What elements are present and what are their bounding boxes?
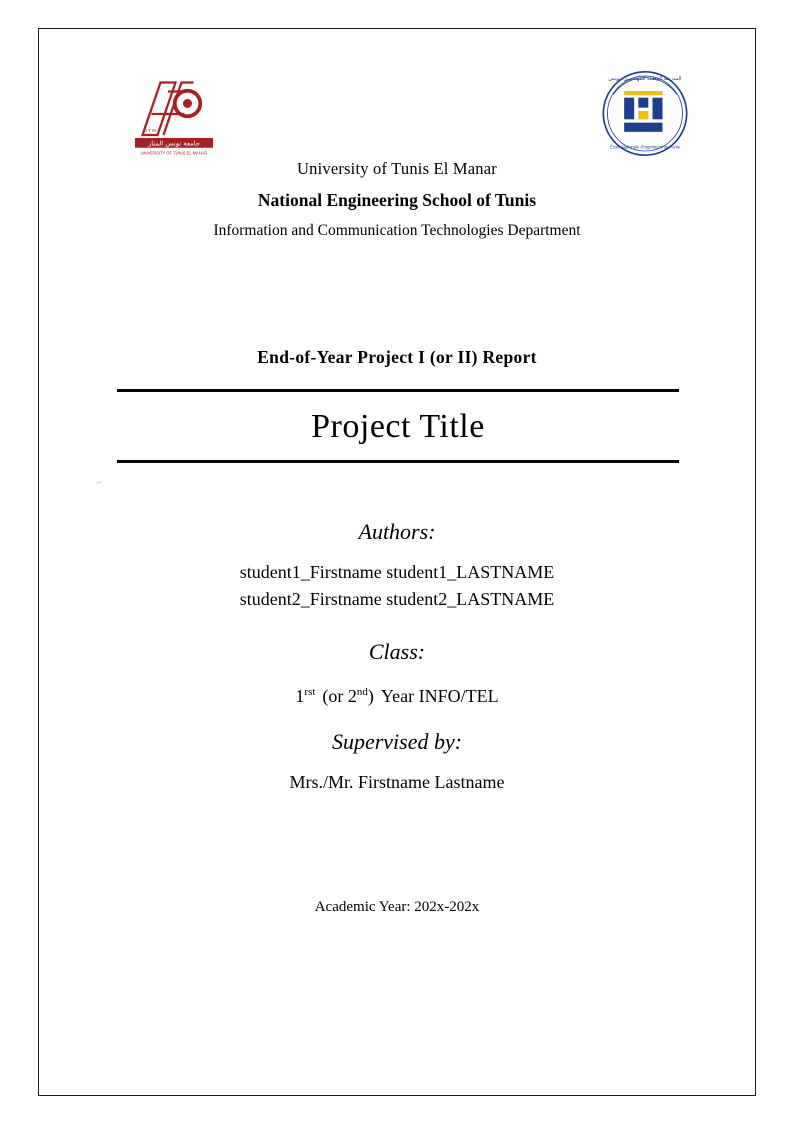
title-block: [117, 389, 679, 463]
university-of-tunis-el-manar-logo: [129, 69, 219, 159]
class-section: [39, 639, 755, 710]
class-value-prefix-superscript: rst: [304, 686, 316, 698]
report-type: End-of-Year Project I (or II) Report: [257, 347, 537, 367]
svg-text:École Nationale d'Ingénieurs d: École Nationale d'Ingénieurs de Tunis: [610, 144, 680, 150]
document-page: [38, 28, 756, 1096]
supervisor-heading: Supervised by:: [331, 729, 463, 754]
class-value: [39, 679, 755, 710]
title-rule-bottom: [117, 460, 679, 463]
svg-text:المدرسة الوطنية للمهندسين بتون: المدرسة الوطنية للمهندسين بتونس: [608, 76, 682, 83]
class-value-end: Year INFO/TEL: [380, 686, 499, 706]
svg-text:جامعة تونس المنار: جامعة تونس المنار: [147, 139, 201, 148]
svg-text:U T M: U T M: [143, 128, 157, 133]
page-title: Project Title: [311, 408, 485, 445]
class-value-middle-superscript: nd: [356, 686, 368, 698]
author-name: student2_Firstname student2_LASTNAME: [239, 589, 555, 609]
authors-section: [39, 519, 755, 613]
department-name: Information and Communication Technologies Department: [213, 222, 581, 239]
academic-year: Academic Year: 202x-202x: [314, 899, 480, 915]
supervisor-section: [39, 729, 755, 796]
class-value-suffix: ): [367, 686, 374, 706]
institution-header: [39, 159, 755, 240]
stray-mark: ⌐: [97, 477, 103, 487]
supervisor-name: Mrs./Mr. Firstname Lastname: [289, 772, 505, 792]
class-value-middle: (or 2: [322, 686, 357, 706]
author-name: student1_Firstname student1_LASTNAME: [239, 562, 555, 582]
authors-heading: Authors:: [358, 519, 436, 544]
enit-logo: [595, 61, 695, 166]
class-heading: Class:: [368, 639, 426, 664]
class-value-prefix: 1: [295, 686, 305, 706]
svg-text:UNIVERSITY OF TUNIS EL MANAR: UNIVERSITY OF TUNIS EL MANAR: [140, 150, 208, 156]
school-name: National Engineering School of Tunis: [257, 190, 537, 210]
university-name: University of Tunis El Manar: [297, 159, 497, 178]
